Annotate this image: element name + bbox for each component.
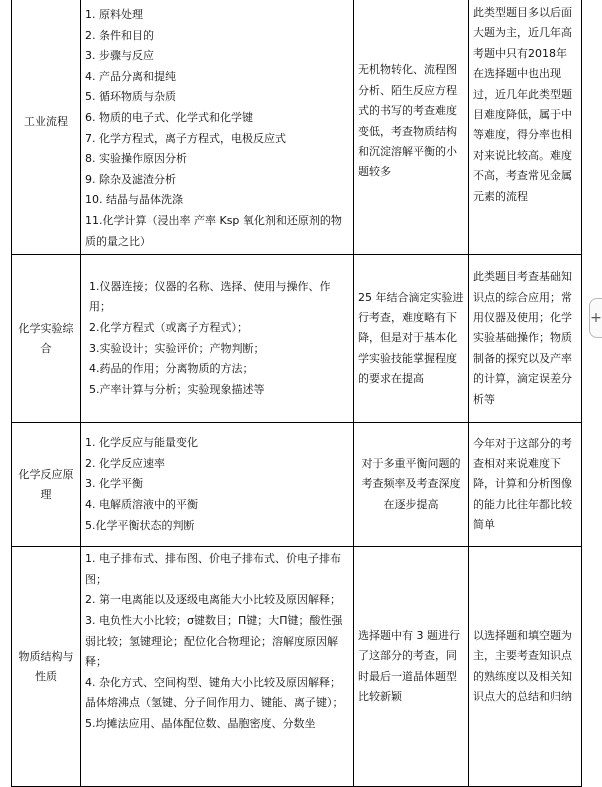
category-cell xyxy=(12,547,81,787)
analysis-text: 以选择题和填空题为主，主要考查知识点的熟练度以及相关知识点大的总结和归纳 xyxy=(473,628,572,704)
list-item: 1.仪器连接；仪器的名称、选择、使用与操作、作用； xyxy=(89,279,331,314)
list-item: 5.均摊法应用、晶体配位数、晶胞密度、分数坐 xyxy=(85,716,316,730)
category-label: 物质结构与性质 xyxy=(18,649,74,683)
list-item: 4.药品的作用；分离物质的方法； xyxy=(89,362,254,376)
analysis-cell xyxy=(469,547,582,787)
table-row xyxy=(12,255,582,423)
table-row xyxy=(12,0,582,255)
table-row xyxy=(12,547,582,787)
expand-panel-button[interactable] xyxy=(589,298,602,338)
items-cell xyxy=(81,423,354,547)
category-cell xyxy=(12,423,81,547)
items-cell xyxy=(81,0,354,255)
exam-analysis-table xyxy=(11,0,582,787)
category-label: 化学实验综合 xyxy=(18,321,74,355)
analysis-cell xyxy=(469,255,582,423)
list-item: 1. 化学反应与能量变化 xyxy=(85,436,198,450)
list-item: 11.化学计算（浸出率 产率 Ksp 氧化剂和还原剂的物质的量之比） xyxy=(85,213,342,248)
category-label: 工业流程 xyxy=(24,114,68,128)
analysis-text: 此类型题目多以后面大题为主，近几年高考题中只有2018年在选择题中也出现过，近几年此类型题目难度降低，属于中等难度，得分率也相对来说比较高。难度不高，考查常见金属元素的流程 xyxy=(473,6,572,203)
category-cell xyxy=(12,0,81,255)
items-cell xyxy=(81,255,354,423)
trend-cell xyxy=(354,423,469,547)
list-item: 2. 条件和目的 xyxy=(85,28,154,42)
trend-text: 无机物转化、流程图分析、陌生反应方程式的书写的考查难度变低，考查物质结构和沉淀溶解平衡的小题较多 xyxy=(358,63,457,179)
trend-cell xyxy=(354,0,469,255)
list-item: 8. 实验操作原因分析 xyxy=(85,152,187,166)
list-item: 9. 除杂及滤渣分析 xyxy=(85,172,176,186)
list-item: 3. 化学平衡 xyxy=(85,477,143,491)
list-item: 3.实验设计；实验评价；产物判断； xyxy=(89,341,265,355)
list-item: 3. 步骤与反应 xyxy=(85,49,154,63)
list-item: 2. 化学反应速率 xyxy=(85,456,165,470)
items-list xyxy=(85,5,349,252)
list-item: 7. 化学方程式，离子方程式，电极反应式 xyxy=(85,131,286,145)
table-row xyxy=(12,423,582,547)
list-item: 2. 第一电离能以及逐级电离能大小比较及原因解释； xyxy=(85,593,341,607)
analysis-cell xyxy=(469,0,582,255)
items-list xyxy=(89,277,349,401)
list-item: 4. 电解质溶液中的平衡 xyxy=(85,497,198,511)
list-item: 5.产率计算与分析；实验现象描述等 xyxy=(89,382,265,396)
list-item: 5. 循环物质与杂质 xyxy=(85,90,176,104)
list-item: 2.化学方程式（或离子方程式）； xyxy=(89,321,248,335)
list-item: 1. 原料处理 xyxy=(85,8,143,21)
list-item: 4. 产品分离和提纯 xyxy=(85,69,176,83)
trend-text: 选择题中有 3 题进行了这部分的考查，同时最后一道晶体题型比较新颖 xyxy=(358,628,460,704)
analysis-text: 此类题目考查基础知识点的综合应用；常用仪器及使用；化学实验基础操作；物质制备的探究以及产率的计算，滴定误差分析等 xyxy=(473,270,572,406)
items-cell xyxy=(81,547,354,787)
list-item: 3. 电负性大小比较；σ键数目；Π键；大Π键；酸性强弱比较；氢键理论；配位化合物理论；溶解度原因解释； xyxy=(85,613,343,669)
analysis-cell xyxy=(469,423,582,547)
category-label: 化学反应原理 xyxy=(18,467,74,501)
trend-cell xyxy=(354,255,469,423)
plus-icon: + xyxy=(590,310,602,326)
trend-cell xyxy=(354,547,469,787)
list-item: 4. 杂化方式、空间构型、键角大小比较及原因解释；晶体熔沸点（氢键、分子间作用力、键能、离子键）； xyxy=(85,675,344,710)
list-item: 5.化学平衡状态的判断 xyxy=(85,518,195,532)
trend-text: 对于多重平衡问题的考查频率及考查深度在逐步提高 xyxy=(361,457,461,511)
list-item: 6. 物质的电子式、化学式和化学键 xyxy=(85,110,253,124)
list-item: 1. 电子排布式、排布图、价电子排布式、价电子排布图； xyxy=(85,552,341,586)
trend-text: 25 年结合滴定实验进行考查，难度略有下降，但是对于基本化学实验技能掌握程度的要求在提高 xyxy=(358,290,464,386)
items-list xyxy=(85,549,349,734)
list-item: 10. 结晶与晶体洗涤 xyxy=(85,193,183,207)
items-list xyxy=(85,433,349,536)
analysis-text: 今年对于这部分的考查相对来说难度下降，计算和分析图像的能力比往年都比较简单 xyxy=(473,436,572,532)
category-cell xyxy=(12,255,81,423)
